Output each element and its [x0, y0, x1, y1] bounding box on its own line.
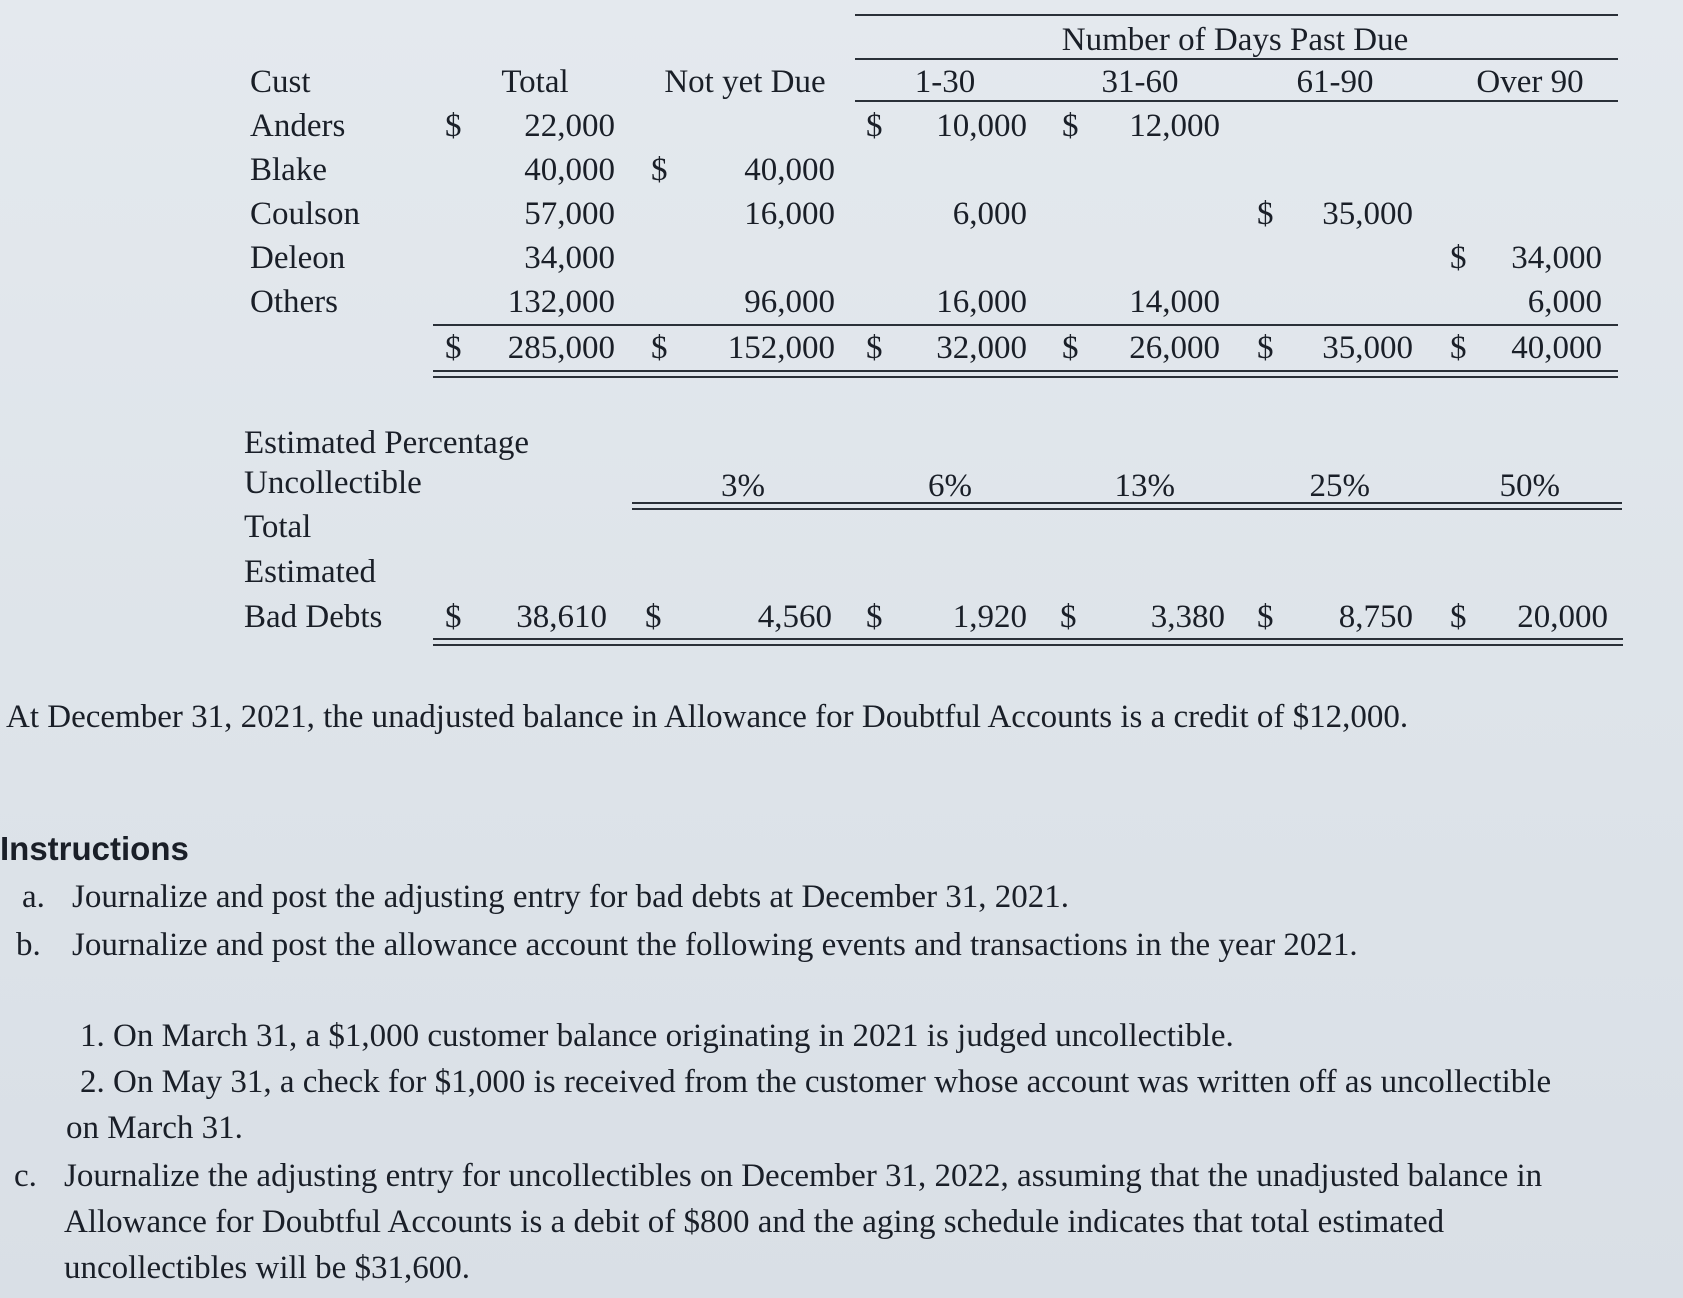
- cell-total: 132,000: [507, 284, 615, 320]
- instructions-heading: Instructions: [0, 830, 189, 867]
- instruction-a-marker: a.: [22, 879, 45, 915]
- dollar-sign: $: [445, 599, 462, 635]
- total-31-60: 26,000: [1129, 330, 1220, 366]
- est-not-yet-due: 4,560: [757, 599, 832, 635]
- pct-label-line2: Uncollectible: [244, 465, 422, 501]
- grand-total: 285,000: [507, 330, 615, 366]
- header-top-rule: [855, 14, 1618, 16]
- pct-61-90: 25%: [1309, 468, 1370, 504]
- dollar-sign: $: [651, 152, 668, 188]
- dollar-sign: $: [1450, 240, 1467, 276]
- cell-over-90: 6,000: [1527, 284, 1602, 320]
- col-header-over-90: Over 90: [1476, 64, 1584, 100]
- dollar-sign: $: [445, 108, 462, 144]
- pct-double-rule: [632, 502, 1622, 510]
- instruction-b-marker: b.: [16, 927, 41, 963]
- cell-not-yet-due: 16,000: [744, 196, 835, 232]
- dollar-sign: $: [1450, 599, 1467, 635]
- cell-total: 34,000: [524, 240, 615, 276]
- cell-31-60: 12,000: [1129, 108, 1220, 144]
- est-over-90: 20,000: [1517, 599, 1608, 635]
- days-past-due-header: Number of Days Past Due: [1061, 22, 1409, 58]
- row-name: Deleon: [250, 240, 346, 276]
- dollar-sign: $: [651, 330, 668, 366]
- est-31-60: 3,380: [1150, 599, 1225, 635]
- instruction-b-text: Journalize and post the allowance account the following events and transactions in the year 2021.: [72, 927, 1358, 963]
- dollar-sign: $: [1060, 599, 1077, 635]
- dollar-sign: $: [1062, 330, 1079, 366]
- col-header-total: Total: [501, 64, 569, 100]
- cell-not-yet-due: 96,000: [744, 284, 835, 320]
- sub-item-2-line1: 2. On May 31, a check for $1,000 is received from the customer whose account was written off as uncollectible: [80, 1064, 1552, 1100]
- sub-item-2-line2: on March 31.: [66, 1110, 243, 1146]
- pct-1-30: 6%: [928, 468, 972, 504]
- cell-total: 40,000: [524, 152, 615, 188]
- dollar-sign: $: [1450, 330, 1467, 366]
- est-label-line3: Bad Debts: [244, 599, 383, 635]
- est-label-line2: Estimated: [244, 554, 376, 590]
- col-header-cust: Cust: [250, 64, 311, 100]
- instruction-a-text: Journalize and post the adjusting entry for bad debts at December 31, 2021.: [72, 879, 1070, 915]
- row-name: Blake: [250, 152, 327, 188]
- sub-item-1: 1. On March 31, a $1,000 customer balance originating in 2021 is judged uncollectible.: [80, 1018, 1234, 1054]
- est-61-90: 8,750: [1338, 599, 1413, 635]
- dollar-sign: $: [445, 330, 462, 366]
- total-1-30: 32,000: [936, 330, 1027, 366]
- dollar-sign: $: [1062, 108, 1079, 144]
- pct-not-yet-due: 3%: [721, 468, 765, 504]
- allowance-statement: At December 31, 2021, the unadjusted balance in Allowance for Doubtful Accounts is a credit of $12,000.: [6, 699, 1409, 735]
- cell-not-yet-due: 40,000: [744, 152, 835, 188]
- col-header-31-60: 31-60: [1101, 64, 1179, 100]
- est-total: 38,610: [516, 599, 607, 635]
- instruction-c-marker: c.: [14, 1158, 37, 1194]
- instruction-c-line3: uncollectibles will be $31,600.: [64, 1250, 471, 1286]
- subtotal-rule: [433, 324, 1618, 326]
- cell-1-30: 16,000: [936, 284, 1027, 320]
- total-not-yet-due: 152,000: [727, 330, 835, 366]
- dollar-sign: $: [1257, 330, 1274, 366]
- dollar-sign: $: [1257, 599, 1274, 635]
- pct-label-line1: Estimated Percentage: [244, 425, 529, 461]
- row-name: Others: [250, 284, 338, 320]
- pct-over-90: 50%: [1499, 468, 1560, 504]
- est-1-30: 1,920: [952, 599, 1027, 635]
- row-name: Anders: [250, 108, 346, 144]
- pct-31-60: 13%: [1114, 468, 1175, 504]
- cell-1-30: 10,000: [936, 108, 1027, 144]
- col-header-61-90: 61-90: [1296, 64, 1374, 100]
- col-header-1-30: 1-30: [914, 64, 976, 100]
- estimates-double-rule: [433, 638, 1623, 646]
- header-bottom-rule: [855, 100, 1618, 102]
- cell-61-90: 35,000: [1322, 196, 1413, 232]
- instruction-c-line2: Allowance for Doubtful Accounts is a debit of $800 and the aging schedule indicates that total estimated: [64, 1204, 1445, 1240]
- cell-over-90: 34,000: [1511, 240, 1602, 276]
- dollar-sign: $: [1257, 196, 1274, 232]
- dollar-sign: $: [866, 599, 883, 635]
- total-61-90: 35,000: [1322, 330, 1413, 366]
- est-label-line1: Total: [244, 509, 312, 545]
- dollar-sign: $: [645, 599, 662, 635]
- cell-total: 22,000: [524, 108, 615, 144]
- cell-total: 57,000: [524, 196, 615, 232]
- dollar-sign: $: [866, 108, 883, 144]
- row-name: Coulson: [250, 196, 361, 232]
- instruction-c-line1: Journalize the adjusting entry for uncollectibles on December 31, 2022, assuming that the unadjusted balance in: [64, 1158, 1543, 1194]
- group-header-rule: [855, 58, 1618, 60]
- col-header-not-yet-due: Not yet Due: [664, 64, 826, 100]
- totals-double-rule: [433, 370, 1618, 378]
- total-over-90: 40,000: [1511, 330, 1602, 366]
- dollar-sign: $: [866, 330, 883, 366]
- cell-1-30: 6,000: [952, 196, 1027, 232]
- cell-31-60: 14,000: [1129, 284, 1220, 320]
